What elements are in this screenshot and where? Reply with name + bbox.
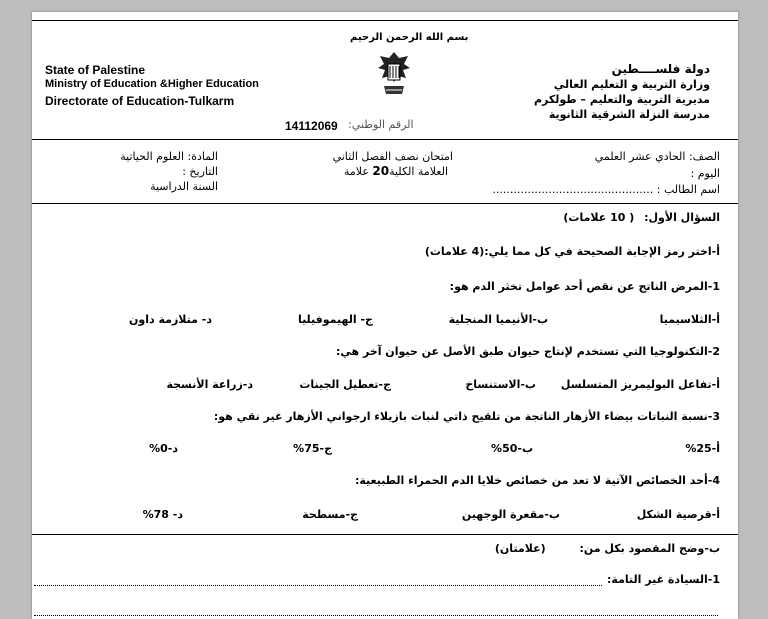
q1-item3-option-a: أ-25% [685,442,720,455]
q1-item1: 1-المرض الناتج عن نقص أحد عوامل تخثر الدم هو: [449,280,720,293]
national-number-value: 14112069 [285,119,338,133]
header-ar-line1: دولة فلســــطين [611,62,710,76]
q1-title-label: السؤال الأول: [644,211,720,224]
basmala: بسم الله الرحمن الرحيم [350,32,469,43]
q1-marks: ( 10 علامات) [563,211,635,224]
palestine-emblem-icon [376,50,412,98]
q1-item2-option-b: ب-الاستنساخ [465,378,536,391]
q1-item4-option-c: ج-مسطحة [302,508,358,521]
q1-title [563,211,720,224]
b1-answer-line-1[interactable] [34,585,602,586]
b1-answer-line-2[interactable] [34,615,718,616]
q1-item4-option-b: ب-مقعرة الوجهين [461,508,560,521]
total-marks-prefix: العلامة الكلية [389,165,448,178]
q1-item3-option-d: د-0% [149,442,178,455]
q1-item2-option-d: د-زراعة الأنسجة [166,378,253,391]
header-en-line3: Directorate of Education-Tulkarm [45,94,235,108]
top-border [32,20,738,21]
q1-item3-option-c: ج-75% [293,442,332,455]
q1-part-b-marks: (علامتان) [494,542,546,555]
q1-item1-option-c: ج- الهيموفيليا [297,313,373,326]
header-divider [32,139,738,140]
header-ar-line3: مديرية التربية والتعليم – طولكرم [533,93,710,106]
year-label: السنة الدراسية [150,180,218,193]
subject-label: المادة: العلوم الحياتية [120,150,218,163]
total-marks [344,164,448,178]
q1-b1-label: 1-السيادة غير التامة: [607,573,720,586]
q1-item2: 2-التكنولوجيا التي تستخدم لإنتاج حيوان طبق الأصل عن حيوان آخر هي: [335,345,720,358]
info-divider [32,203,738,204]
q1-item4-option-d: د- 78% [142,508,183,521]
national-number-label: الرقم الوطني: [348,118,414,131]
q1-item4: 4-أحد الخصائص الآتية لا تعد من خصائص خلايا الدم الحمراء الطبيعية: [354,474,720,487]
q1-item1-option-a: أ-الثلاسيميا [659,313,720,326]
exam-title: امتحان نصف الفصل الثاني [332,150,453,163]
header-en-line1: State of Palestine [45,63,146,77]
grade-label: الصف: الحادي عشر العلمي [594,150,720,163]
q1-item2-option-c: ج-تعطيل الجينات [299,378,391,391]
header-ar-line4: مدرسة النزلة الشرقية الثانوية [548,108,710,121]
student-name-field: اسم الطالب : .............................................. [492,183,720,196]
total-marks-number: 20 [372,164,390,178]
day-label: اليوم : [690,167,720,180]
total-marks-suffix: علامة [343,165,369,178]
q1-part-a: أ-اختر رمز الإجابة الصحيحة في كل مما يلي:(4 علامات) [424,245,720,258]
q1-item3-option-b: ب-50% [491,442,533,455]
q1-item2-option-a: أ-تفاعل البوليمريز المتسلسل [560,378,720,391]
q1-part-b [495,542,720,555]
q1-item1-option-d: د- متلازمة داون [129,313,212,326]
header-ar-line2: وزارة التربية و التعليم العالي [553,78,710,91]
date-label: التاريخ : [182,165,218,178]
q1-item3: 3-نسبة النباتات بيضاء الأزهار الناتجة من تلقيح ذاتي لنبات بازيلاء ارجواني الأزهار غير نقي هو: [213,410,720,423]
q1-part-b-label: ب-وضح المقصود بكل من: [579,542,720,555]
exam-page [32,12,738,619]
q1-item4-option-a: أ-قرصية الشكل [636,508,720,521]
header-en-line2: Ministry of Education &Higher Education [45,78,259,90]
part-b-divider [32,534,738,535]
q1-item1-option-b: ب-الأنيميا المنجلية [448,313,548,326]
